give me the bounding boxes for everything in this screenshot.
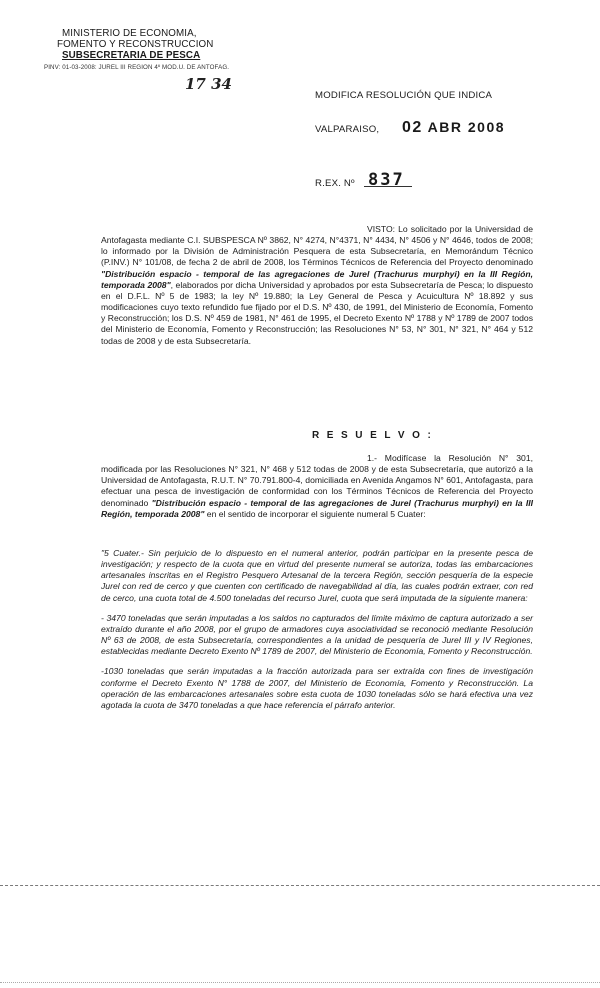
resuelvo-project-title: "Distribución espacio - temporal de las agregaciones de Jurel (Trachurus murphyi) en la III Región, temporada 2008" [101,497,533,519]
scan-dashed-line [0,885,600,886]
visto-paragraph [101,224,533,347]
quote-paragraph-2: - 3470 toneladas que serán imputadas a los saldos no capturados del límite máximo de captura autorizado a ser extraído durante el año 2008, por el grupo de armadores cuya asociatividad se reconoció mediante Resolución Nº 63 de 2008, de esta Subsecretaría, correspondientes a la unidad de pesquería de Jurel III y IV Regiones, establecidas mediante Decreto Exento Nº 1789 de 2007, del Ministerio de Economía, Fomento y Reconstrucción. [101,612,533,657]
visto-text-2: , elaborados por dicha Universidad y aprobados por esta Subsecretaría de Pesca; lo dispuesto en el D.F.L. Nº 5 de 1983; la ley Nº 19.880; la Ley General de Pesca y Acuicultura Nº 18.892 y sus modificaciones cuyo texto refundido fue fijado por el D.S. Nº 430, de 1991, del Ministerio de Economía, Fomento y Reconstrucción; los D.S. Nº 459 de 1981, N° 461 de 1995, el Decreto Exento Nº 1788 y Nº 1789 de 2007 todos del Ministerio de Economía, Fomento y Reconstrucción; las Resoluciones N° 53, N° 301, N° 321, N° 464 y 512 todas de 2008 y de esta Subsecretaría. [101,279,534,346]
reference-code: PINV: 01-03-2008: JUREL III REGION 4º MOD.U. DE ANTOFAG. [44,64,230,71]
scan-bottom-edge [0,982,600,983]
date-month-year: ABR 2008 [427,119,506,135]
visto-label: VISTO: [367,224,396,234]
date-stamp [402,119,505,137]
resuelvo-heading: R E S U E L V O : [312,430,434,441]
resuelvo-paragraph [101,453,533,520]
city-label: VALPARAISO, [315,124,380,135]
ministry-line-1: MINISTERIO DE ECONOMIA, [62,28,197,39]
subject-line: MODIFICA RESOLUCIÓN QUE INDICA [315,90,493,101]
rex-label: R.EX. Nº [315,178,355,189]
resuelvo-text-1: 1.- Modifícase la Resolución N° 301, modificada por las Resoluciones N° 321, N° 468 y 512 todas de 2008 y de esta Subsecretaría, que autorizó a la Universidad de Antofagasta, R.U.T. N° 70.791.800-4, domiciliada en Avenida Angamos N° 601, Antofagasta, para efectuar una pesca de investigación de conformidad con los Términos Técnicos de Referencia del Proyecto denominado [101,453,533,508]
resuelvo-text-2: en el sentido de incorporar el siguiente numeral 5 Cuater: [204,508,426,519]
visto-text-1: Lo solicitado por la Universidad de Antofagasta mediante C.I. SUBSPESCA Nº 3862, N° 4274, N°4371, N° 4434, N° 4506 y N° 4646, todos de 2008; lo informado por la División de Administración Pesquera de esta Subsecretaría, en Memorándum Técnico (P.INV.) N° 101/08, de fecha 2 de abril de 2008, los Términos Técnicos de Referencia del Proyecto denominado [101,224,533,268]
numeral-5-cuater [101,548,533,720]
visto-project-title: "Distribución espacio - temporal de las agregaciones de Jurel (Trachurus murphyi) en la III Región, temporada 2008" [101,268,533,290]
subsecretaria-title: SUBSECRETARIA DE PESCA [62,50,201,61]
ministry-line-2: FOMENTO Y RECONSTRUCCION [57,39,214,50]
rex-number: 837 [368,170,405,190]
quote-paragraph-3: -1030 toneladas que serán imputadas a la fracción autorizada para ser extraída con fines de investigación conforme el Decreto Exento N° 1788 de 2007, del Ministerio de Economía, Fomento y Reconstrucción. La operación de las embarcaciones artesanales sobre esta cuota de 1030 toneladas sólo se hará efectiva una vez agotada la cuota de 3470 toneladas a que hace referencia el párrafo anterior. [101,666,533,710]
quote-paragraph-1: "5 Cuater.- Sin perjuicio de lo dispuesto en el numeral anterior, podrán participar en la presente pesca de investigación; y respecto de la cuota que en virtud del presente numeral se autoriza, todas las embarcaciones artesanales inscritas en el Registro Pesquero Artesanal de la tercera Región, sección pesquería de la especie Jurel con red de cerco y que cuenten con certificado de navegabilidad al día, las cuales podrán extraer, con red de cerco, una cuota total de 4.500 toneladas del recurso Jurel, cuota que será imputada de la siguiente manera: [101,548,533,603]
handwritten-mark: 17 34 [185,75,232,93]
date-day: 02 [402,119,423,136]
